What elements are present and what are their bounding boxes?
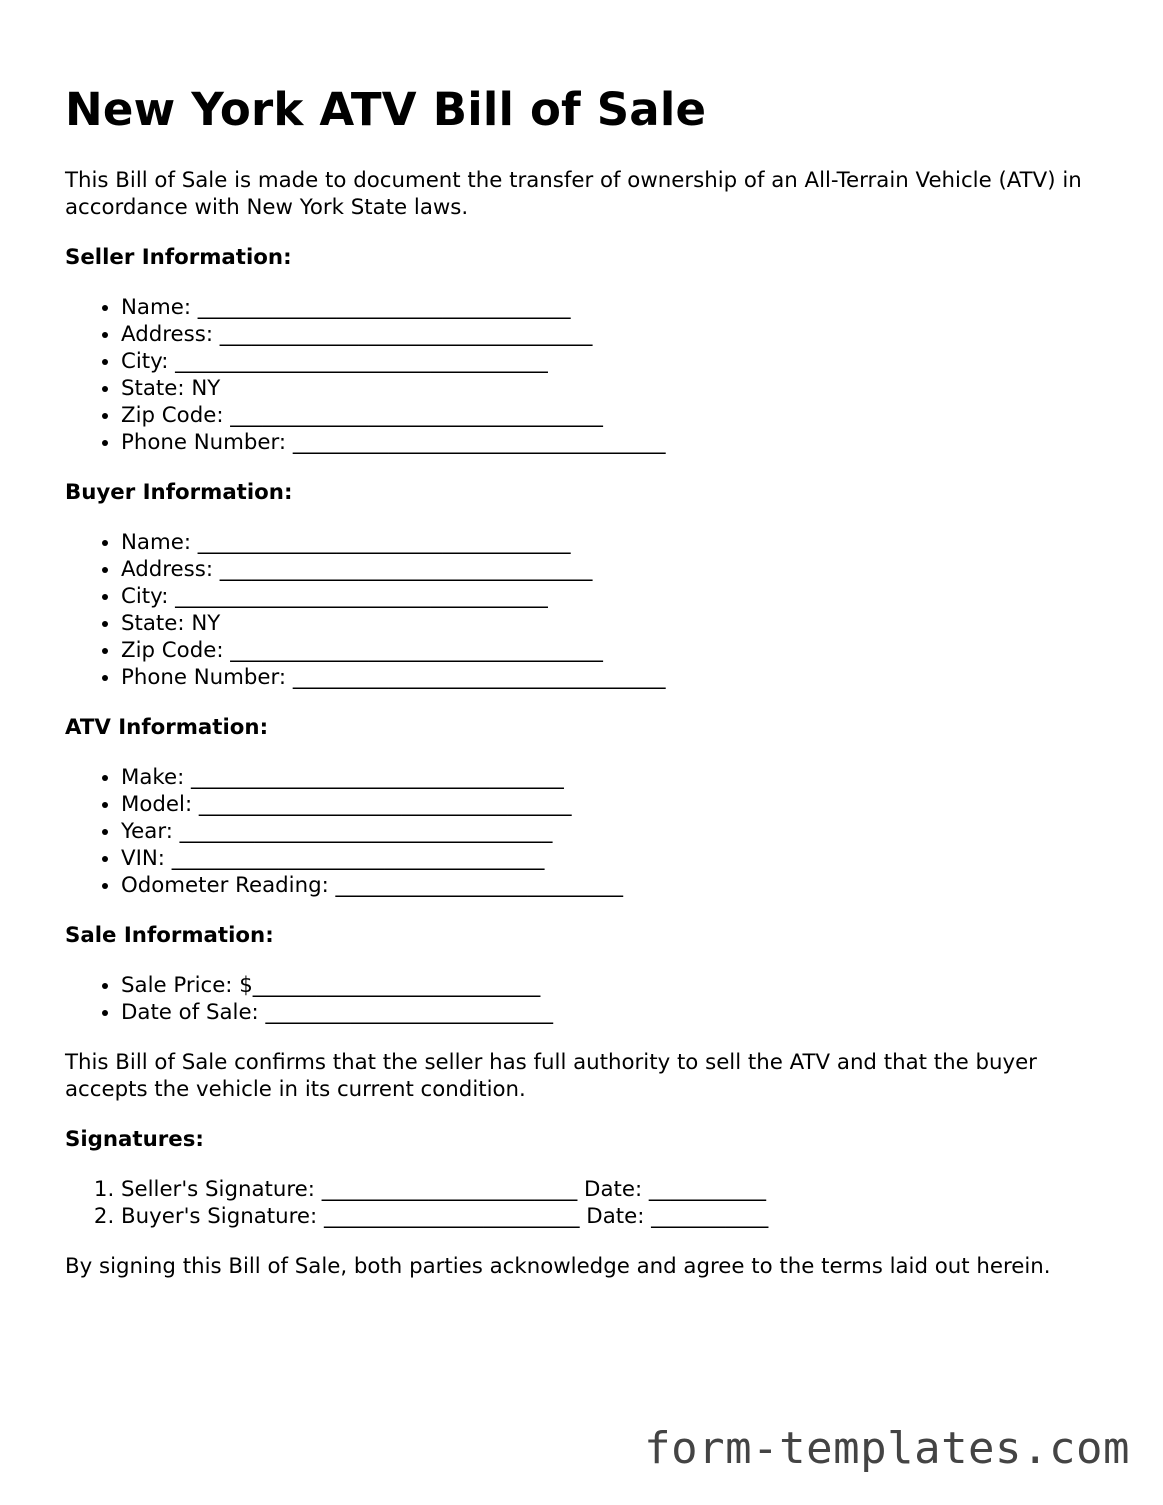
buyer-address-field[interactable]: • Address: ___________________________________ — [121, 556, 1115, 583]
buyer-phone-field[interactable]: • Phone Number: ___________________________________ — [121, 664, 1115, 691]
buyer-signature-field[interactable]: 2. Buyer's Signature: ________________________ Date: ___________ — [121, 1203, 1115, 1230]
document-page — [65, 80, 1115, 1280]
seller-city-field[interactable]: • City: ___________________________________ — [121, 348, 1115, 375]
sale-date-field[interactable]: • Date of Sale: ___________________________ — [121, 999, 1115, 1026]
signatures-section-heading: Signatures: — [65, 1127, 204, 1152]
signature-list — [65, 1176, 1115, 1230]
buyer-field-list — [65, 529, 1115, 691]
atv-model-field[interactable]: • Model: ___________________________________ — [121, 791, 1115, 818]
sale-price-field[interactable]: • Sale Price: $___________________________ — [121, 972, 1115, 999]
buyer-city-field[interactable]: • City: ___________________________________ — [121, 583, 1115, 610]
seller-field-list — [65, 294, 1115, 456]
watermark-text: form-templates.com — [644, 1423, 1130, 1474]
confirmation-paragraph: This Bill of Sale confirms that the seller has full authority to sell the ATV and that the buyer accepts the vehicle in its current condition. — [65, 1050, 1037, 1102]
closing-paragraph: By signing this Bill of Sale, both parties acknowledge and agree to the terms laid out herein. — [65, 1254, 1051, 1279]
sale-section-heading: Sale Information: — [65, 923, 274, 948]
buyer-state-field: • State: NY — [121, 610, 1115, 637]
atv-make-field[interactable]: • Make: ___________________________________ — [121, 764, 1115, 791]
buyer-name-field[interactable]: • Name: ___________________________________ — [121, 529, 1115, 556]
atv-section-heading: ATV Information: — [65, 715, 269, 740]
buyer-zip-field[interactable]: • Zip Code: ___________________________________ — [121, 637, 1115, 664]
seller-zip-field[interactable]: • Zip Code: ___________________________________ — [121, 402, 1115, 429]
seller-section-heading: Seller Information: — [65, 245, 292, 270]
seller-phone-field[interactable]: • Phone Number: ___________________________________ — [121, 429, 1115, 456]
intro-paragraph: This Bill of Sale is made to document the transfer of ownership of an All-Terrain Vehicle (ATV) in accordance with New York State laws. — [65, 168, 1082, 220]
seller-name-field[interactable]: • Name: ___________________________________ — [121, 294, 1115, 321]
buyer-section-heading: Buyer Information: — [65, 480, 293, 505]
atv-field-list — [65, 764, 1115, 899]
seller-address-field[interactable]: • Address: ___________________________________ — [121, 321, 1115, 348]
atv-odometer-field[interactable]: • Odometer Reading: ___________________________ — [121, 872, 1115, 899]
sale-field-list — [65, 972, 1115, 1026]
atv-year-field[interactable]: • Year: ___________________________________ — [121, 818, 1115, 845]
seller-state-field: • State: NY — [121, 375, 1115, 402]
seller-signature-field[interactable]: 1. Seller's Signature: ________________________ Date: ___________ — [121, 1176, 1115, 1203]
page-title: New York ATV Bill of Sale — [65, 83, 707, 136]
atv-vin-field[interactable]: • VIN: ___________________________________ — [121, 845, 1115, 872]
